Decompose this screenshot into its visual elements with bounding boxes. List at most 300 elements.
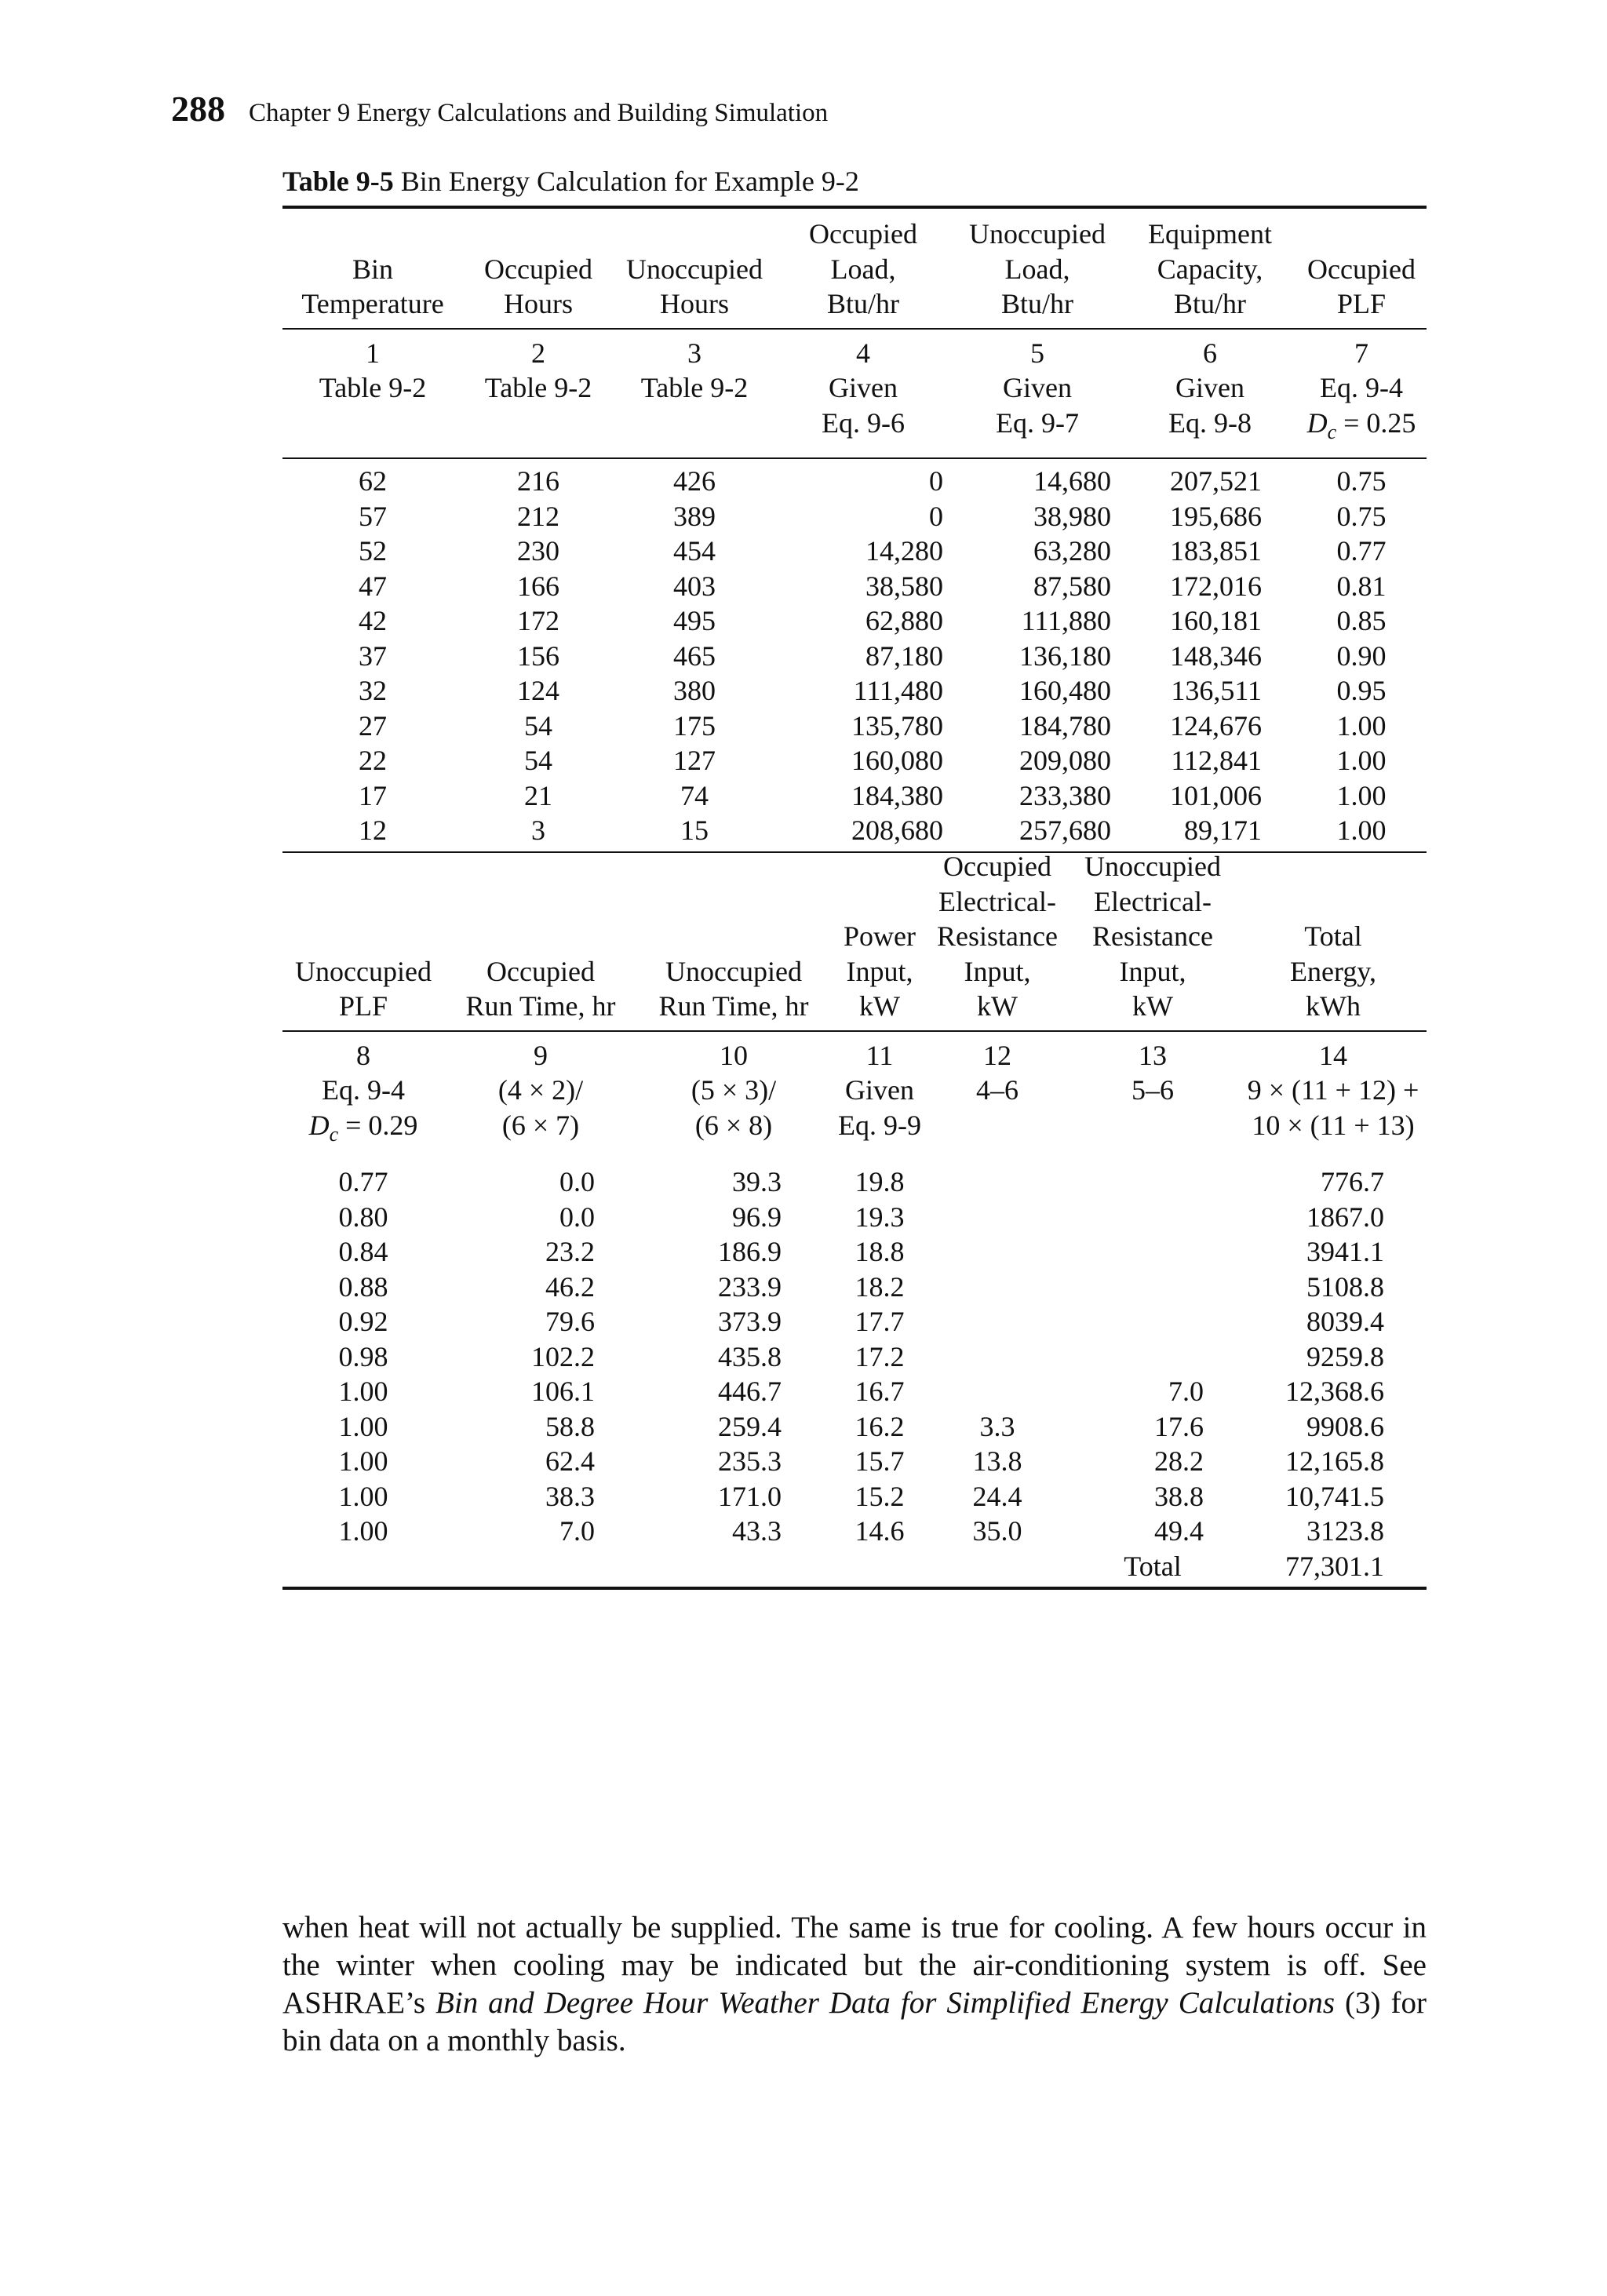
table-cell: 102.2 xyxy=(531,1340,595,1372)
column-source xyxy=(929,1108,1066,1153)
column-source: 5–6 xyxy=(1131,1074,1174,1106)
table-cell: 212 xyxy=(517,500,559,532)
table-row xyxy=(282,1374,1427,1409)
table1-column-numbers xyxy=(282,330,1427,458)
column-header-line: Btu/hr xyxy=(826,288,899,319)
column-source xyxy=(463,406,614,450)
column-number: 2 xyxy=(531,337,545,369)
table-cell: 47 xyxy=(359,570,387,602)
table-cell: 15.2 xyxy=(855,1480,905,1512)
table-cell: 465 xyxy=(673,640,716,672)
table-cell: 233,380 xyxy=(1019,779,1111,811)
table-row xyxy=(282,1304,1427,1339)
column-source: Given xyxy=(845,1074,914,1106)
table-cell xyxy=(929,1234,1066,1270)
column-source xyxy=(614,406,775,450)
table-cell: 184,780 xyxy=(1019,709,1111,742)
table-cell: 0.84 xyxy=(338,1236,388,1268)
table-row xyxy=(282,1339,1427,1375)
table-cell xyxy=(282,1549,444,1584)
column-header-line: Electrical- xyxy=(938,885,1056,917)
table-label: Table 9-5 xyxy=(282,166,394,197)
table-cell: 136,180 xyxy=(1019,640,1111,672)
table-cell: 5108.8 xyxy=(1306,1270,1384,1303)
symbol-subscript: c xyxy=(329,1122,339,1146)
table-cell: 1.00 xyxy=(338,1445,388,1478)
column-header-line: Input, xyxy=(964,955,1031,987)
column-source: 9 × (11 + 12) + xyxy=(1247,1074,1419,1106)
table-cell: 38.3 xyxy=(545,1480,595,1512)
total-row xyxy=(282,1549,1427,1584)
table-cell: 124 xyxy=(517,675,559,707)
column-header-line: Hours xyxy=(660,288,729,319)
table-cell xyxy=(1066,1339,1240,1375)
table-row xyxy=(282,1444,1427,1479)
table-row xyxy=(282,1514,1427,1549)
table-cell: 12 xyxy=(359,815,387,847)
column-header-line: Equipment xyxy=(1148,218,1272,250)
column-number-row xyxy=(282,336,1427,371)
body-paragraph xyxy=(282,1909,1427,2060)
column-header-line: Unoccupied xyxy=(626,253,763,285)
table-cell xyxy=(1066,1304,1240,1339)
table-part-2 xyxy=(282,841,1427,1590)
table-cell: 23.2 xyxy=(545,1236,595,1268)
table-cell: 135,780 xyxy=(851,709,943,742)
table-cell xyxy=(929,1304,1066,1339)
table-cell: 454 xyxy=(673,535,716,567)
table-cell: 0.0 xyxy=(559,1201,595,1233)
table-cell: 101,006 xyxy=(1170,779,1262,811)
column-header xyxy=(1066,849,1240,1024)
table-cell: 42 xyxy=(359,605,387,637)
table-cell: 74 xyxy=(680,779,709,811)
column-header-line: Capacity, xyxy=(1157,253,1263,285)
column-header-line: Unoccupied xyxy=(969,218,1106,250)
table-cell: 1.00 xyxy=(1336,745,1387,777)
table-cell: 0.75 xyxy=(1336,465,1387,497)
table-cell: 7.0 xyxy=(559,1515,595,1547)
table-cell: 233.9 xyxy=(718,1270,782,1303)
column-header xyxy=(637,849,830,1024)
table-cell: 0.77 xyxy=(1336,535,1387,567)
table-cell: 207,521 xyxy=(1170,465,1262,497)
column-source: Given xyxy=(1003,372,1072,403)
table-cell xyxy=(929,1549,1066,1584)
table-cell: 17.7 xyxy=(855,1306,905,1338)
table-cell: 184,380 xyxy=(851,779,943,811)
column-source-row xyxy=(282,406,1427,450)
page-number: 288 xyxy=(171,89,225,129)
table-cell: 106.1 xyxy=(531,1376,595,1408)
table-cell: 186.9 xyxy=(718,1236,782,1268)
table-cell: 19.8 xyxy=(855,1166,905,1198)
column-source: 4–6 xyxy=(976,1074,1018,1106)
table-cell: 389 xyxy=(673,500,716,532)
table-cell: 52 xyxy=(359,535,387,567)
table-cell: 0.95 xyxy=(1336,675,1387,707)
table-cell: 209,080 xyxy=(1019,745,1111,777)
table-cell: 38,980 xyxy=(1033,500,1111,532)
column-number: 10 xyxy=(720,1039,748,1071)
table-cell xyxy=(637,1549,830,1584)
column-number: 3 xyxy=(687,337,701,369)
table-cell: 172 xyxy=(517,605,559,637)
table-cell xyxy=(1066,1234,1240,1270)
table-cell: 216 xyxy=(517,465,559,497)
total-value: 77,301.1 xyxy=(1285,1550,1384,1582)
column-source: Eq. 9-7 xyxy=(996,406,1079,439)
table-cell: 54 xyxy=(524,745,552,777)
table-cell: 426 xyxy=(673,465,716,497)
table-cell: 62,880 xyxy=(865,605,943,637)
column-header-line: kW xyxy=(977,990,1018,1022)
table-cell: 183,851 xyxy=(1170,535,1262,567)
column-header-line: Occupied xyxy=(943,851,1051,882)
table-cell: 43.3 xyxy=(732,1515,782,1547)
table-row xyxy=(282,1200,1427,1235)
column-header xyxy=(929,849,1066,1024)
table-cell: 112,841 xyxy=(1171,745,1262,777)
table-cell: 89,171 xyxy=(1184,815,1262,847)
table-cell: 156 xyxy=(517,640,559,672)
column-source xyxy=(282,406,463,450)
table-row xyxy=(282,569,1427,604)
table-cell xyxy=(929,1270,1066,1305)
table-cell: 17.2 xyxy=(855,1340,905,1372)
table-cell xyxy=(1066,1164,1240,1200)
column-number: 4 xyxy=(856,337,870,369)
column-source: Eq. 9-9 xyxy=(838,1109,921,1141)
table-cell: 148,346 xyxy=(1170,640,1262,672)
table-title: Bin Energy Calculation for Example 9-2 xyxy=(400,166,859,197)
body-text-title: Bin and Degree Hour Weather Data for Simplified Energy Calculations xyxy=(435,1986,1336,2020)
table-cell: 58.8 xyxy=(545,1410,595,1442)
table-cell xyxy=(1066,1270,1240,1305)
column-number: 12 xyxy=(983,1039,1011,1071)
column-source: Eq. 9-6 xyxy=(822,406,905,439)
column-header xyxy=(1240,849,1427,1024)
body-text-1: when heat will not actually be supplied. The same is true for cooling. A few hours occur in the winter when cooling may be indicated but the air-conditioning system is off. See ASHRAE’s xyxy=(282,1911,1427,2020)
table-cell: 0.90 xyxy=(1336,640,1387,672)
column-header-line: kW xyxy=(1132,990,1173,1022)
table-cell xyxy=(929,1339,1066,1375)
table-cell: 10,741.5 xyxy=(1285,1480,1384,1512)
table-cell: 0.85 xyxy=(1336,605,1387,637)
table-cell: 12,368.6 xyxy=(1285,1376,1384,1408)
table-cell: 0.88 xyxy=(338,1270,388,1303)
table-cell: 1.00 xyxy=(1336,709,1387,742)
column-header xyxy=(775,217,951,322)
table-row xyxy=(282,1409,1427,1445)
table-cell: 435.8 xyxy=(718,1340,782,1372)
table-cell xyxy=(830,1549,929,1584)
page-header xyxy=(171,88,828,129)
table-cell xyxy=(929,1374,1066,1409)
table-cell: 0.75 xyxy=(1336,500,1387,532)
column-source: $D_c = 0.29$ xyxy=(308,1109,418,1146)
table-cell: 35.0 xyxy=(972,1515,1022,1547)
table2-body xyxy=(282,1160,1427,1587)
column-header-line: PLF xyxy=(1336,288,1387,319)
table-cell: 1.00 xyxy=(338,1515,388,1547)
table-cell: 373.9 xyxy=(718,1306,782,1338)
table-cell: 175 xyxy=(673,709,716,742)
table-cell: 38.8 xyxy=(1154,1480,1204,1512)
column-header-line: Temperature xyxy=(301,288,444,319)
column-header-line: Unoccupied xyxy=(1084,851,1221,882)
table-cell: 16.2 xyxy=(855,1410,905,1442)
column-header-line: Btu/hr xyxy=(1000,288,1073,319)
column-header xyxy=(1124,217,1296,322)
table-cell: 57 xyxy=(359,500,387,532)
table-cell: 257,680 xyxy=(1019,815,1111,847)
table-cell: 19.3 xyxy=(855,1201,905,1233)
table-cell: 0.0 xyxy=(559,1166,595,1198)
table-cell: 259.4 xyxy=(718,1410,782,1442)
column-source xyxy=(1066,1108,1240,1153)
table-cell: 111,480 xyxy=(853,675,943,707)
table-cell xyxy=(929,1164,1066,1200)
table-cell: 0 xyxy=(929,500,943,532)
table-row xyxy=(282,1479,1427,1514)
column-header-line: kW xyxy=(859,990,900,1022)
table-cell: 18.8 xyxy=(855,1236,905,1268)
table-cell: 7.0 xyxy=(1168,1376,1204,1408)
table-cell: 3.3 xyxy=(979,1410,1015,1442)
table-cell: 13.8 xyxy=(972,1445,1022,1478)
table-cell: 79.6 xyxy=(545,1306,595,1338)
table-cell: 495 xyxy=(673,605,716,637)
table-cell: 776.7 xyxy=(1321,1166,1384,1198)
column-number-row xyxy=(282,1038,1427,1073)
table-caption xyxy=(282,165,859,198)
column-source: $D_c = 0.25$ xyxy=(1306,406,1416,443)
table-cell: 446.7 xyxy=(718,1376,782,1408)
table-cell: 9908.6 xyxy=(1306,1410,1384,1442)
table-part-1 xyxy=(282,206,1427,853)
table-cell: 62 xyxy=(359,465,387,497)
column-header-line: Bin xyxy=(352,253,393,285)
table-cell: 166 xyxy=(517,570,559,602)
column-header-line: Input, xyxy=(1119,955,1186,987)
table-cell xyxy=(1066,1200,1240,1235)
column-header-line: Occupied xyxy=(809,218,917,250)
table-cell: 3123.8 xyxy=(1306,1515,1384,1547)
column-number: 14 xyxy=(1319,1039,1347,1071)
table-cell: 208,680 xyxy=(851,815,943,847)
table-cell: 54 xyxy=(524,709,552,742)
table-row xyxy=(282,743,1427,778)
column-number: 7 xyxy=(1354,337,1368,369)
running-title: Chapter 9 Energy Calculations and Building Simulation xyxy=(249,99,829,127)
table-row xyxy=(282,778,1427,814)
table-cell: 136,511 xyxy=(1171,675,1262,707)
table-cell: 235.3 xyxy=(718,1445,782,1478)
column-header-line: kWh xyxy=(1306,990,1361,1022)
table-cell: 24.4 xyxy=(972,1480,1022,1512)
table-cell: 0 xyxy=(929,465,943,497)
column-source: Eq. 9-4 xyxy=(322,1074,405,1106)
table-row xyxy=(282,534,1427,569)
table-cell: 3 xyxy=(531,815,545,847)
table-cell: 46.2 xyxy=(545,1270,595,1303)
column-source: Given xyxy=(829,372,898,403)
column-source-row xyxy=(282,1108,1427,1153)
column-source: Table 9-2 xyxy=(640,372,749,403)
column-header-line: Resistance xyxy=(1092,920,1213,952)
table-cell: 1.00 xyxy=(338,1410,388,1442)
column-source: (4 × 2)/ xyxy=(497,1074,584,1106)
table-cell: 127 xyxy=(673,745,716,777)
table-cell: 171.0 xyxy=(718,1480,782,1512)
column-header xyxy=(830,849,929,1024)
column-header xyxy=(951,217,1124,322)
column-header-line: Run Time, hr xyxy=(465,990,616,1022)
table-cell xyxy=(929,1200,1066,1235)
column-number: 8 xyxy=(356,1039,370,1071)
column-header-line: Unoccupied xyxy=(665,955,802,987)
column-header-line: Load, xyxy=(1004,253,1070,285)
column-source-row xyxy=(282,1073,1427,1108)
table2-column-numbers xyxy=(282,1032,1427,1161)
symbol-d: D xyxy=(308,1109,330,1141)
table-cell: 230 xyxy=(517,535,559,567)
table-cell xyxy=(444,1549,637,1584)
table-cell: 49.4 xyxy=(1154,1515,1204,1547)
table-cell: 0.77 xyxy=(338,1166,388,1198)
table2-header-row xyxy=(282,841,1427,1030)
table-cell: 172,016 xyxy=(1170,570,1262,602)
table-cell: 1.00 xyxy=(338,1376,388,1408)
column-source-row xyxy=(282,370,1427,406)
table-bottom-rule xyxy=(282,1587,1427,1590)
table-cell: 12,165.8 xyxy=(1285,1445,1384,1478)
column-header xyxy=(614,217,775,322)
table-cell: 14,680 xyxy=(1033,465,1111,497)
column-header xyxy=(282,217,463,322)
column-header-line: Occupied xyxy=(486,955,595,987)
symbol-d: D xyxy=(1306,406,1328,439)
table-row xyxy=(282,499,1427,534)
table-cell: 0.92 xyxy=(338,1306,388,1338)
column-number: 5 xyxy=(1030,337,1044,369)
total-label: Total xyxy=(1124,1550,1182,1582)
table-cell: 111,880 xyxy=(1021,605,1111,637)
table-cell: 124,676 xyxy=(1170,709,1262,742)
column-header-line: Hours xyxy=(504,288,573,319)
table-cell: 380 xyxy=(673,675,716,707)
table-cell: 17.6 xyxy=(1154,1410,1204,1442)
table-cell: 15.7 xyxy=(855,1445,905,1478)
table1-body xyxy=(282,459,1427,851)
table-cell: 96.9 xyxy=(732,1201,782,1233)
table-cell: 32 xyxy=(359,675,387,707)
table-cell: 3941.1 xyxy=(1306,1236,1384,1268)
column-source: 10 × (11 + 13) xyxy=(1252,1109,1415,1141)
column-header-line: Unoccupied xyxy=(295,955,432,987)
table-row xyxy=(282,464,1427,499)
table-cell: 39.3 xyxy=(732,1166,782,1198)
column-header-line: Occupied xyxy=(484,253,592,285)
column-header-line: Input, xyxy=(846,955,913,987)
column-source: Eq. 9-8 xyxy=(1168,406,1252,439)
column-source: Eq. 9-4 xyxy=(1320,372,1403,403)
table-cell: 0.81 xyxy=(1336,570,1387,602)
table-cell: 160,480 xyxy=(1019,675,1111,707)
table-cell: 38,580 xyxy=(865,570,943,602)
table-cell: 0.98 xyxy=(338,1340,388,1372)
body-text-2: (3) for bin data on a monthly basis. xyxy=(282,1986,1427,2057)
table-row xyxy=(282,603,1427,639)
table-cell: 8039.4 xyxy=(1306,1306,1384,1338)
column-number: 11 xyxy=(865,1039,894,1071)
symbol-subscript: c xyxy=(1327,420,1337,443)
table-cell: 62.4 xyxy=(545,1445,595,1478)
column-header xyxy=(1296,217,1427,322)
table-cell: 160,080 xyxy=(851,745,943,777)
table-row xyxy=(282,639,1427,674)
table-cell: 17 xyxy=(359,779,387,811)
table-cell: 28.2 xyxy=(1154,1445,1204,1478)
column-header-line: Occupied xyxy=(1307,253,1416,285)
table-cell: 63,280 xyxy=(1033,535,1111,567)
column-number: 9 xyxy=(534,1039,548,1071)
table-cell: 27 xyxy=(359,709,387,742)
column-header xyxy=(444,849,637,1024)
table-cell: 403 xyxy=(673,570,716,602)
table-row xyxy=(282,709,1427,744)
table-cell: 1867.0 xyxy=(1306,1201,1384,1233)
table-cell: 18.2 xyxy=(855,1270,905,1303)
table-cell: 160,181 xyxy=(1170,605,1262,637)
table-cell: 21 xyxy=(524,779,552,811)
table-cell: 16.7 xyxy=(855,1376,905,1408)
table-cell: 14,280 xyxy=(865,535,943,567)
table-cell: 1.00 xyxy=(1336,779,1387,811)
table-cell: 195,686 xyxy=(1170,500,1262,532)
column-header-line: Electrical- xyxy=(1094,885,1212,917)
table-cell: 22 xyxy=(359,745,387,777)
table-cell: 1.00 xyxy=(1336,815,1387,847)
column-header xyxy=(463,217,614,322)
column-header-line: Energy, xyxy=(1290,955,1376,987)
table-cell: 87,180 xyxy=(865,640,943,672)
table-cell: 87,580 xyxy=(1033,570,1111,602)
column-source: Given xyxy=(1175,372,1244,403)
table-row xyxy=(282,673,1427,709)
table-row xyxy=(282,1270,1427,1305)
column-header-line: Power xyxy=(844,920,916,952)
column-source: (6 × 7) xyxy=(501,1109,580,1141)
column-source: (6 × 8) xyxy=(694,1109,773,1141)
table-cell: 14.6 xyxy=(855,1515,905,1547)
table1-header-row xyxy=(282,209,1427,328)
column-header-line: Btu/hr xyxy=(1173,288,1246,319)
table-cell: 0.80 xyxy=(338,1201,388,1233)
table-cell: 1.00 xyxy=(338,1480,388,1512)
column-header xyxy=(282,849,444,1024)
column-number: 6 xyxy=(1203,337,1217,369)
column-header-line: Load, xyxy=(830,253,896,285)
column-header-line: PLF xyxy=(338,990,388,1022)
column-number: 1 xyxy=(366,337,380,369)
column-number: 13 xyxy=(1139,1039,1167,1071)
column-source: Table 9-2 xyxy=(319,372,427,403)
column-header-line: Total xyxy=(1304,920,1362,952)
column-header-line: Resistance xyxy=(937,920,1058,952)
table-row xyxy=(282,1164,1427,1200)
